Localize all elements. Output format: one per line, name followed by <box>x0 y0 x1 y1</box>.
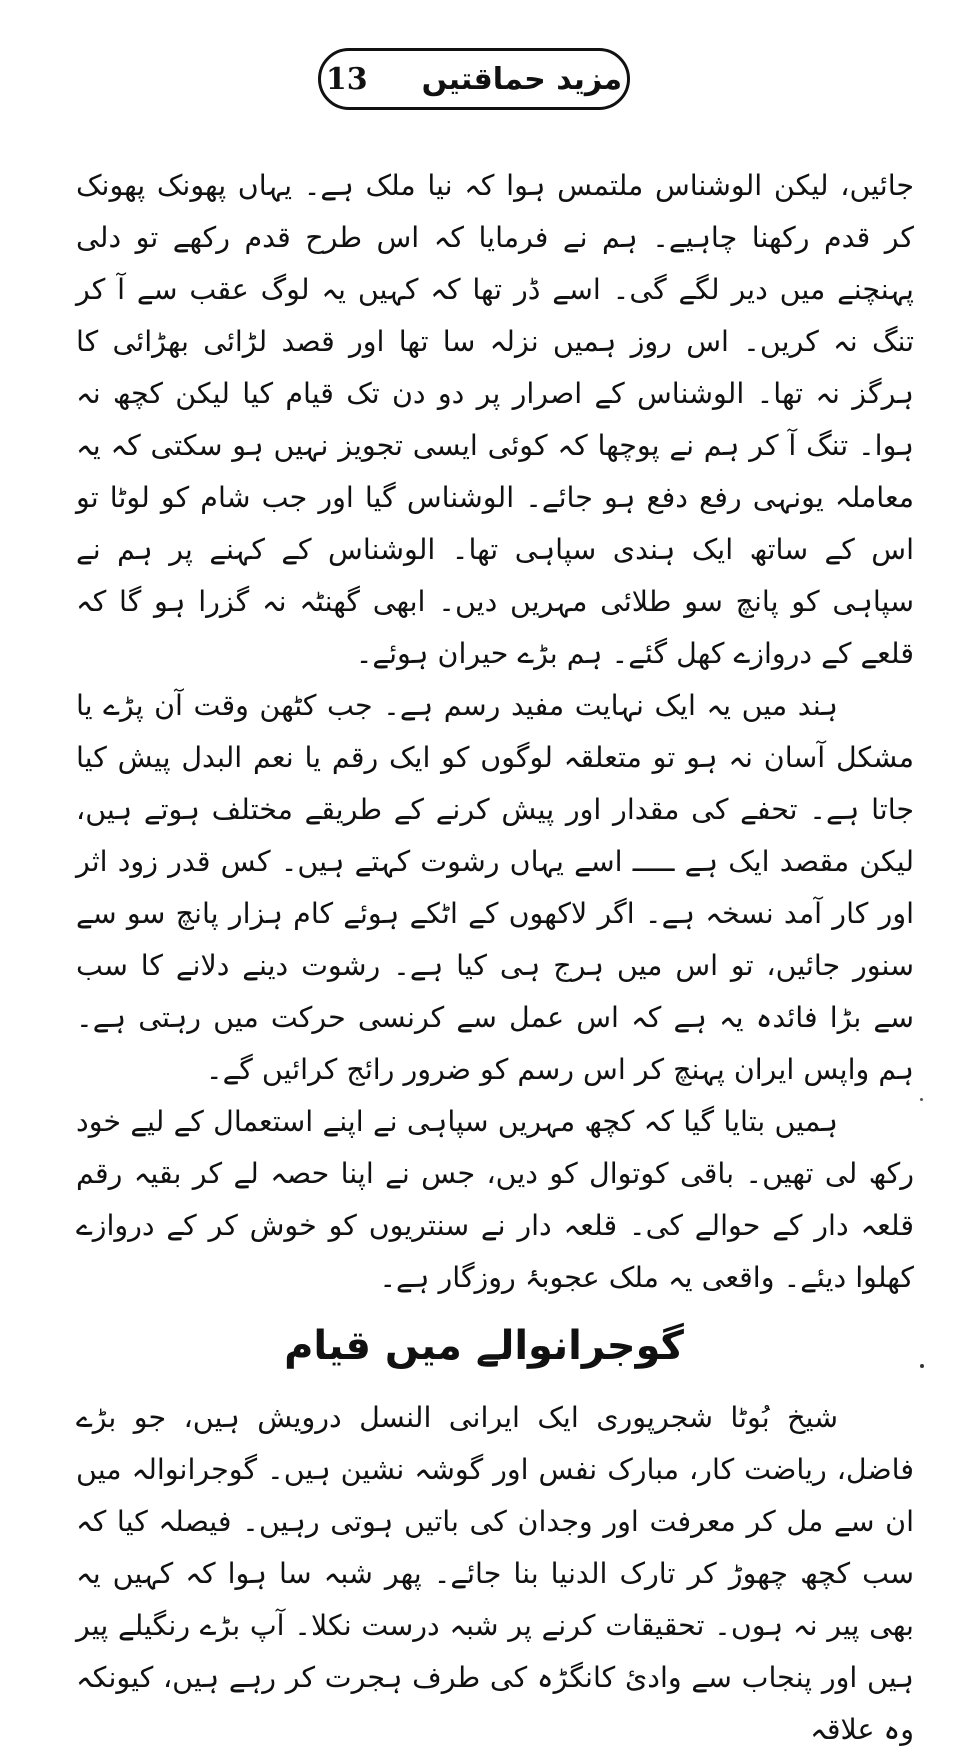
section-heading: گوجرانوالے میں قیام <box>284 1323 684 1369</box>
scan-speck <box>920 1364 924 1368</box>
page-header <box>318 48 630 110</box>
section-body-2 <box>76 1392 914 1756</box>
page-number: 13 <box>325 61 368 97</box>
paragraph: جائیں، لیکن الوشناس ملتمس ہوا کہ نیا ملک ہے۔ یہاں پھونک پھونک کر قدم رکھنا چاہیے۔ ہم نے فرمایا کہ اس طرح قدم رکھے تو دلی پہنچنے میں دیر لگے گی۔ اسے ڈر تھا کہ کہیں یہ لوگ عقب سے آ کر تنگ نہ کریں۔ اس روز ہمیں نزلہ سا تھا اور قصد لڑائی بھڑائی کا ہرگز نہ تھا۔ الوشناس کے اصرار پر دو دن تک قیام کیا لیکن کچھ نہ ہوا۔ تنگ آ کر ہم نے پوچھا کہ کوئی ایسی تجویز نہیں ہو سکتی کہ یہ معاملہ یونہی رفع دفع ہو جائے۔ الوشناس گیا اور جب شام کو لوٹا تو اس کے ساتھ ایک ہندی سپاہی تھا۔ الوشناس کے کہنے پر ہم نے سپاہی کو پانچ سو طلائی مہریں دیں۔ ابھی گھنٹہ نہ گزرا ہو گا کہ قلعے کے دروازے کھل گئے۔ ہم بڑے حیران ہوئے۔ <box>76 169 914 670</box>
paragraph: ہمیں بتایا گیا کہ کچھ مہریں سپاہی نے اپنے استعمال کے لیے خود رکھ لی تھیں۔ باقی کوتوال کو دیں، جس نے اپنا حصہ لے کر بقیہ رقم قلعہ دار کے حوالے کی۔ قلعہ دار نے سنتریوں کو خوش کر کے دروازے کھلوا دیئے۔ واقعی یہ ملک عجوبۂ روزگار ہے۔ <box>76 1105 914 1294</box>
section-body-1 <box>76 160 914 1304</box>
paragraph: شیخ بُوٹا شجرپوری ایک ایرانی النسل درویش ہیں، جو بڑے فاضل، ریاضت کار، مبارک نفس اور گوشہ نشین ہیں۔ گوجرانوالہ میں ان سے مل کر معرفت اور وجدان کی باتیں ہوتی رہیں۔ فیصلہ کیا کہ سب کچھ چھوڑ کر تارک الدنیا بنا جائے۔ پھر شبہ سا ہوا کہ کہیں یہ بھی پیر نہ ہوں۔ تحقیقات کرنے پر شبہ درست نکلا۔ آپ بڑے رنگیلے پیر ہیں اور پنجاب سے وادیٔ کانگڑہ کی طرف ہجرت کر رہے ہیں، کیونکہ وہ علاقہ <box>76 1401 914 1746</box>
paragraph: ہند میں یہ ایک نہایت مفید رسم ہے۔ جب کٹھن وقت آن پڑے یا مشکل آسان نہ ہو تو متعلقہ لوگوں کو ایک رقم یا نعم البدل پیش کیا جاتا ہے۔ تحفے کی مقدار اور پیش کرنے کے طریقے مختلف ہوتے ہیں، لیکن مقصد ایک ہے ـــــ اسے یہاں رشوت کہتے ہیں۔ کس قدر زود اثر اور کار آمد نسخہ ہے۔ اگر لاکھوں کے اٹکے ہوئے کام ہزار پانچ سو سے سنور جائیں، تو اس میں ہرج ہی کیا ہے۔ رشوت دینے دلانے کا سب سے بڑا فائدہ یہ ہے کہ اس عمل سے کرنسی حرکت میں رہتی ہے۔ ہم واپس ایران پہنچ کر اس رسم کو ضرور رائج کرائیں گے۔ <box>76 689 914 1086</box>
running-title: مزید حماقتیں <box>421 61 623 97</box>
scan-speck <box>920 1098 923 1101</box>
